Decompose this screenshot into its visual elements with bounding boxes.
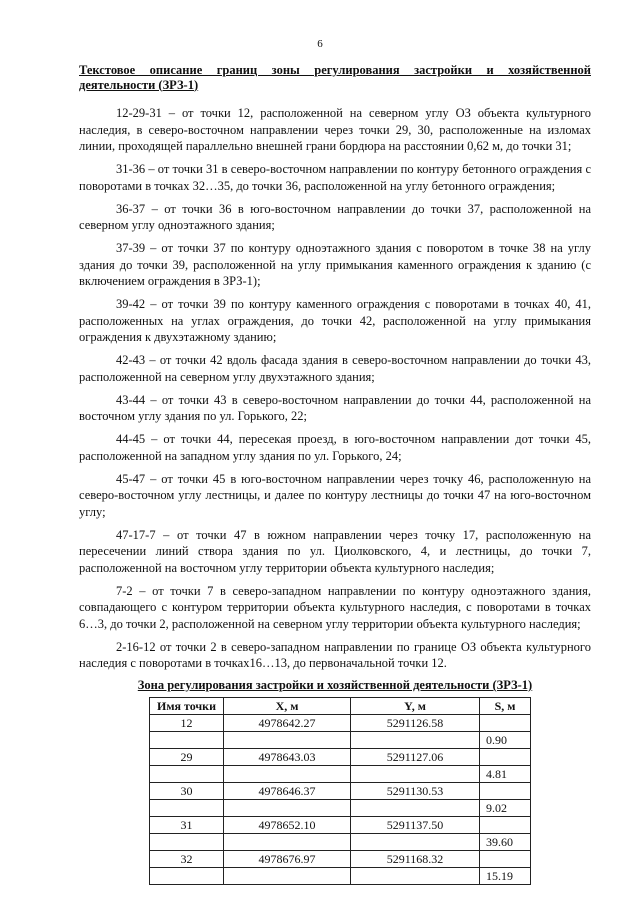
- boundary-segment-7-2: 7-2 – от точки 7 в северо-западном направлении по контуру одноэтажного здания, совпадающего с контуром территории объекта культурного наследия, с поворотами в точках 6…3, до точки 2, расположенной на северном углу территории объекта культурного наследия;: [79, 583, 591, 631]
- cell-empty: [150, 732, 224, 749]
- boundary-segment-44-45: 44-45 – от точки 44, пересекая проезд, в юго-восточном направлении дот точки 45, расположенной на западном углу здания по ул. Горького, 24;: [79, 432, 591, 463]
- cell-x: 4978642.27: [224, 715, 351, 732]
- cell-point: 12: [150, 715, 224, 732]
- table-title: Зона регулирования застройки и хозяйственной деятельности (ЗРЗ-1): [137, 678, 533, 692]
- cell-empty: [351, 868, 480, 885]
- boundary-segment-36-37: 36-37 – от точки 36 в юго-восточном направлении до точки 37, расположенной на северном углу одноэтажного здания;: [79, 201, 591, 232]
- table-row: [150, 834, 531, 851]
- cell-x: 4978643.03: [224, 749, 351, 766]
- cell-empty: [150, 766, 224, 783]
- cell-y: 5291126.58: [351, 715, 480, 732]
- table-row: [150, 817, 531, 834]
- table-row: [150, 715, 531, 732]
- cell-empty: [150, 868, 224, 885]
- cell-empty: [150, 834, 224, 851]
- cell-distance: 39.60: [480, 834, 531, 851]
- cell-s-empty: [480, 817, 531, 834]
- cell-s-empty: [480, 783, 531, 800]
- cell-empty: [351, 732, 480, 749]
- boundary-segment-43-44: 43-44 – от точки 43 в северо-восточном направлении до точки 44, расположенной на восточном углу здания по ул. Горького, 22;: [79, 392, 591, 423]
- boundary-segment-37-39: 37-39 – от точки 37 по контуру одноэтажного здания с поворотом в точке 38 на углу здания до точки 39, расположенной на углу примыкания каменного ограждения к зданию (с включением ограждения в ЗРЗ-1);: [79, 241, 591, 288]
- cell-x: 4978646.37: [224, 783, 351, 800]
- cell-point: 30: [150, 783, 224, 800]
- header-point-name: Имя точки: [150, 698, 224, 715]
- cell-distance: 0.90: [480, 732, 531, 749]
- cell-y: 5291168.32: [351, 851, 480, 868]
- table-row: [150, 800, 531, 817]
- cell-s-empty: [480, 715, 531, 732]
- boundary-segment-47-17-7: 47-17-7 – от точки 47 в южном направлении через точку 17, расположенную на пересечении линий створа здания по ул. Циолковского, 4, и лестницы, до точки 7, расположенной на восточном углу территории объекта культурного наследия;: [79, 527, 591, 575]
- cell-empty: [224, 868, 351, 885]
- cell-empty: [351, 766, 480, 783]
- cell-distance: 9.02: [480, 800, 531, 817]
- cell-empty: [224, 834, 351, 851]
- cell-y: 5291137.50: [351, 817, 480, 834]
- table-row: [150, 749, 531, 766]
- cell-point: 31: [150, 817, 224, 834]
- boundary-segment-12-29-31: 12-29-31 – от точки 12, расположенной на северном углу ОЗ объекта культурного наследия, в северо-восточном направлении через точки 29, 30, расположенные на изломах линии, проходящей параллельно внешней грани бордюра на расстоянии 0,62 м, до точки 31;: [79, 106, 591, 153]
- boundary-segment-42-43: 42-43 – от точки 42 вдоль фасада здания в северо-восточном направлении до точки 43, расположенной на северном углу двухэтажного здания;: [79, 353, 591, 384]
- cell-point: 29: [150, 749, 224, 766]
- cell-y: 5291130.53: [351, 783, 480, 800]
- boundary-segment-31-36: 31-36 – от точки 31 в северо-восточном направлении по контуру бетонного ограждения с поворотами в точках 32…35, до точки 36, расположенной на углу бетонного ограждения;: [79, 162, 591, 193]
- table-header-row: [150, 698, 531, 715]
- cell-empty: [224, 732, 351, 749]
- page-number: 6: [317, 38, 323, 50]
- cell-distance: 15.19: [480, 868, 531, 885]
- cell-x: 4978676.97: [224, 851, 351, 868]
- table-row: [150, 868, 531, 885]
- header-y: Y, м: [351, 698, 480, 715]
- section-heading: [79, 63, 591, 92]
- cell-y: 5291127.06: [351, 749, 480, 766]
- table-row: [150, 766, 531, 783]
- document-body: [79, 63, 591, 885]
- header-x: X, м: [224, 698, 351, 715]
- cell-empty: [224, 800, 351, 817]
- header-s: S, м: [480, 698, 531, 715]
- boundary-segment-39-42: 39-42 – от точки 39 по контуру каменного ограждения с поворотами в точках 40, 41, расположенных на углах ограждения, до точки 42, расположенной на углу примыкания ограждения к двухэтажному зданию;: [79, 297, 591, 344]
- cell-point: 32: [150, 851, 224, 868]
- heading-line-1: Текстовое описание границ зоны регулирования застройки и хозяйственной: [79, 63, 591, 77]
- cell-x: 4978652.10: [224, 817, 351, 834]
- table-row: [150, 851, 531, 868]
- coordinates-table: [149, 697, 531, 885]
- cell-distance: 4.81: [480, 766, 531, 783]
- boundary-segment-2-16-12: 2-16-12 от точки 2 в северо-западном направлении по границе ОЗ объекта культурного наследия с поворотами в точках16…13, до первоначальной точки 12.: [79, 639, 591, 670]
- boundary-segment-45-47: 45-47 – от точки 45 в юго-восточном направлении через точку 46, расположенную на северо-восточном углу лестницы, и далее по контуру лестницы до точки 47 на юго-восточном углу;: [79, 471, 591, 519]
- heading-line-2: деятельности (ЗРЗ-1): [79, 77, 199, 92]
- cell-s-empty: [480, 749, 531, 766]
- table-row: [150, 783, 531, 800]
- cell-s-empty: [480, 851, 531, 868]
- table-row: [150, 732, 531, 749]
- cell-empty: [150, 800, 224, 817]
- cell-empty: [224, 766, 351, 783]
- cell-empty: [351, 800, 480, 817]
- cell-empty: [351, 834, 480, 851]
